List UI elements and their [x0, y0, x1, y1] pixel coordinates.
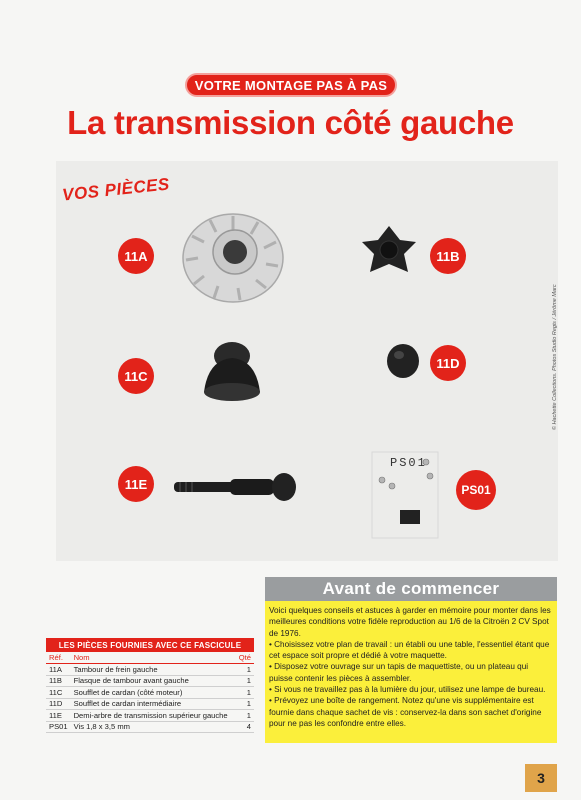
row-name: Vis 1,8 x 3,5 mm	[71, 721, 234, 733]
drive-shaft-image	[170, 470, 300, 504]
screw-bag-label: PS01	[390, 456, 427, 470]
row-ref: 11C	[46, 687, 71, 699]
section-banner: VOTRE MONTAGE PAS À PAS	[185, 73, 397, 97]
row-qty: 1	[234, 687, 254, 699]
table-row	[46, 664, 254, 676]
row-ref: 11A	[46, 664, 71, 676]
avant-tip: • Disposez votre ouvrage sur un tapis de maquettiste, ou un plateau qui puisse contenir les pièces à assembler.	[269, 662, 529, 683]
row-qty: 1	[234, 710, 254, 722]
row-name: Flasque de tambour avant gauche	[71, 675, 234, 687]
badge-11a: 11A	[118, 238, 154, 274]
cv-boot-intermediate-image	[384, 342, 422, 380]
row-qty: 1	[234, 698, 254, 710]
badge-ps01: PS01	[456, 470, 496, 510]
column-name: Nom	[71, 652, 234, 664]
badge-11d: 11D	[430, 345, 466, 381]
row-qty: 1	[234, 664, 254, 676]
avant-tip: • Si vous ne travaillez pas à la lumière du jour, utilisez une lampe de bureau.	[269, 685, 546, 695]
avant-note-box	[265, 601, 557, 743]
row-qty: 4	[234, 721, 254, 733]
badge-11c: 11C	[118, 358, 154, 394]
row-name: Demi-arbre de transmission supérieur gauche	[71, 710, 234, 722]
table-row	[46, 687, 254, 699]
badge-11e: 11E	[118, 466, 154, 502]
row-qty: 1	[234, 675, 254, 687]
table-row	[46, 675, 254, 687]
column-ref: Réf.	[46, 652, 71, 664]
row-name: Soufflet de cardan intermédiaire	[71, 698, 234, 710]
avant-heading: Avant de commencer	[265, 577, 557, 601]
avant-tip: • Prévoyez une boîte de rangement. Notez qu'une vis supplémentaire est fournie dans chaque sachet de vis : conservez-la dans son sachet d'origine pour ne pas les confondre entre elles.	[269, 696, 542, 728]
row-ref: 11B	[46, 675, 71, 687]
table-row	[46, 721, 254, 733]
column-qty: Qté	[234, 652, 254, 664]
avant-intro: Voici quelques conseils et astuces à garder en mémoire pour monter dans les meilleures conditions votre fidèle reproduction au 1/6 de la Citroën 2 CV Spot de 1976.	[269, 606, 551, 638]
table-header-row	[46, 652, 254, 664]
photo-credit: © Hachette Collections. Photos Studio Regis / Jérôme Marc	[552, 284, 558, 430]
row-name: Soufflet de cardan (côté moteur)	[71, 687, 234, 699]
cv-boot-engine-side-image	[198, 334, 266, 404]
avant-tip: • Choisissez votre plan de travail : un établi ou une table, l'essentiel étant que cet espace soit propre et dédié à votre maquette.	[269, 639, 550, 661]
row-ref: 11E	[46, 710, 71, 722]
parts-table-heading: LES PIÈCES FOURNIES AVEC CE FASCICULE	[46, 638, 254, 652]
page-number: 3	[525, 764, 557, 792]
row-ref: PS01	[46, 721, 71, 733]
table-row	[46, 710, 254, 722]
badge-11b: 11B	[430, 238, 466, 274]
parts-heading: VOS PIÈCES	[61, 174, 171, 205]
table-row	[46, 698, 254, 710]
brake-drum-image	[180, 208, 286, 304]
page-title: La transmission côté gauche	[67, 104, 514, 141]
drum-flange-image	[358, 222, 420, 280]
parts-table	[46, 638, 254, 733]
row-name: Tambour de frein gauche	[71, 664, 234, 676]
row-ref: 11D	[46, 698, 71, 710]
